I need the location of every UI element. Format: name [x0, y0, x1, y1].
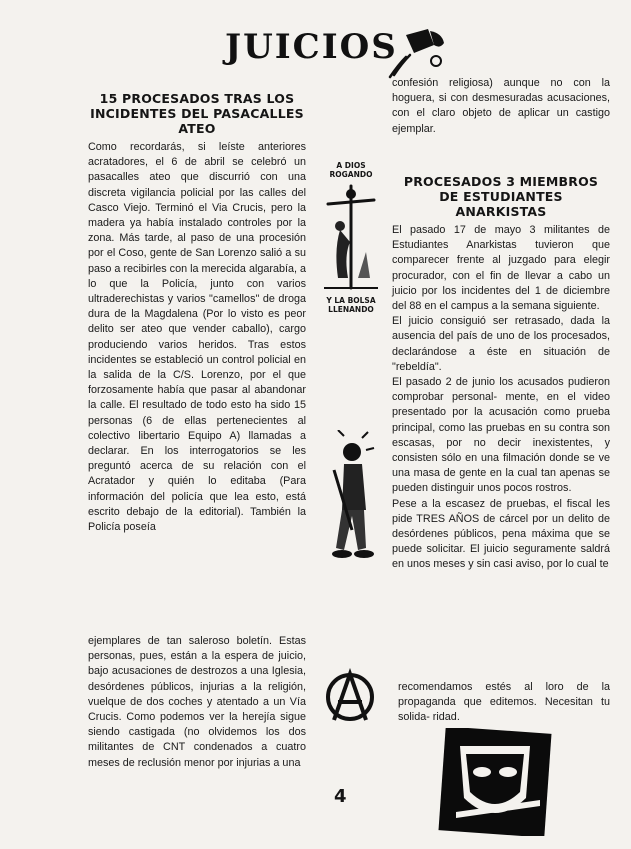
article-pasacalles-continued [88, 634, 306, 771]
article-pasacalles-ending [392, 76, 610, 137]
article-paragraph: El juicio consiguió ser retrasado, dada la ausencia del país de uno de los procesados, declarándose a éste en situación de "rebeldía". [392, 315, 610, 373]
judge-gavel-icon [380, 25, 450, 81]
article-estudiantes-ending [398, 680, 610, 726]
article-paragraph: confesión religiosa) aunque no con la hoguera, si con desmesuradas acusaciones, con el claro objeto de aplicar un castigo ejemplar. [392, 77, 610, 135]
masked-shield-illustration [436, 728, 554, 836]
article-headline: 15 PROCESADOS TRAS LOS INCIDENTES DEL PASACALLES ATEO [90, 91, 304, 136]
article-paragraph: El pasado 2 de junio los acusados pudieron comprobar personal- mente, en el video presentado por la acusación como prueba principal, como las pruebas en su contra son escasas, por no decir inexistentes, y consisten sólo en una filmación donde se ve una masa de gente en la cual tan apenas se pueden distinguir unos pocos rostros. [392, 376, 610, 495]
crucifix-illustration [318, 160, 384, 310]
protester-illustration [322, 430, 388, 560]
article-paragraph: Pese a la escasez de pruebas, el fiscal les pide TRES AÑOS de cárcel por un delito de desórdenes públicos, pena máxima que se puede solicitar. El juicio seguramente saldrá en unos meses y sin casi aviso, por lo cual te [392, 497, 610, 571]
anarchy-symbol-icon [322, 668, 378, 726]
article-paragraph: recomendamos estés al loro de la propaganda que editemos. Necesitan tu solida- ridad. [398, 681, 610, 724]
article-paragraph: Como recordarás, si leíste anteriores acratadores, el 6 de abril se celebró un pasacalles ateo que discurrió con una discreta vigilancia policial por las calles del Casco Viejo. Terminó el Via Crucis, pero la madera ya había instalado controles por la zona. Más tarde, al paso de una procesión por el Coso, gente de San Lorenzo salió a su paso a recibirles con la merecida algarabía, a lo que la Policía, junto con varios ultraderechistas y varios "camellos" de droga dura de la Magdalena (Por lo visto es peor delito ser ateo que vender caballo), cargo produciendo varios heridos. Tras estos incidentes se estableció un control policial en la salida de la C/S. Lorenzo, por el que forzosamente había que pasar al abandonar la calle. El resultado de todo esto ha sido 15 personas (6 de ellas pertenecientes al colectivo libertario Equipo A) llamadas a declarar. En los interrogatorios se les preguntó acerca de su relación con el Acratador y quién lo editaba (Para información del policía que lea esto, está escrito debajo de la editorial). También la Policía poseía [88, 141, 306, 534]
article-pasacalles [88, 91, 306, 535]
illustration-caption: Y LA BOLSA LLENANDO [326, 296, 376, 314]
article-headline: PROCESADOS 3 MIEMBROS DE ESTUDIANTES ANARKISTAS [403, 174, 599, 219]
article-paragraph: ejemplares de tan saleroso boletín. Estas personas, pues, están a la espera de juicio, bajo acusaciones de destrozos a una Iglesia, desórdenes públicos, injurias a la religión, vuelque de dos coches y atentado a un Vía Crucis. Como podemos ver la herejía sigue siendo castigada (no olvidemos los dos militantes de CNT condenados a cuatro meses de reclusión menor por injurias a una [88, 635, 306, 769]
article-body [392, 223, 610, 573]
section-title: JUICIOS [225, 27, 398, 67]
article-paragraph: El pasado 17 de mayo 3 militantes de Estudiantes Anarkistas tuvieron que comparecer frente al juzgado para elegir procurador, con el fin de llevar a cabo un juicio por los incidentes del 1 de diciembre del 88 en el campus a la semana siguiente. [392, 224, 610, 313]
page-number: 4 [334, 786, 347, 807]
illustration-caption: A DIOS ROGANDO [329, 161, 373, 179]
article-estudiantes-anarkistas [392, 174, 610, 573]
article-body [88, 140, 306, 535]
